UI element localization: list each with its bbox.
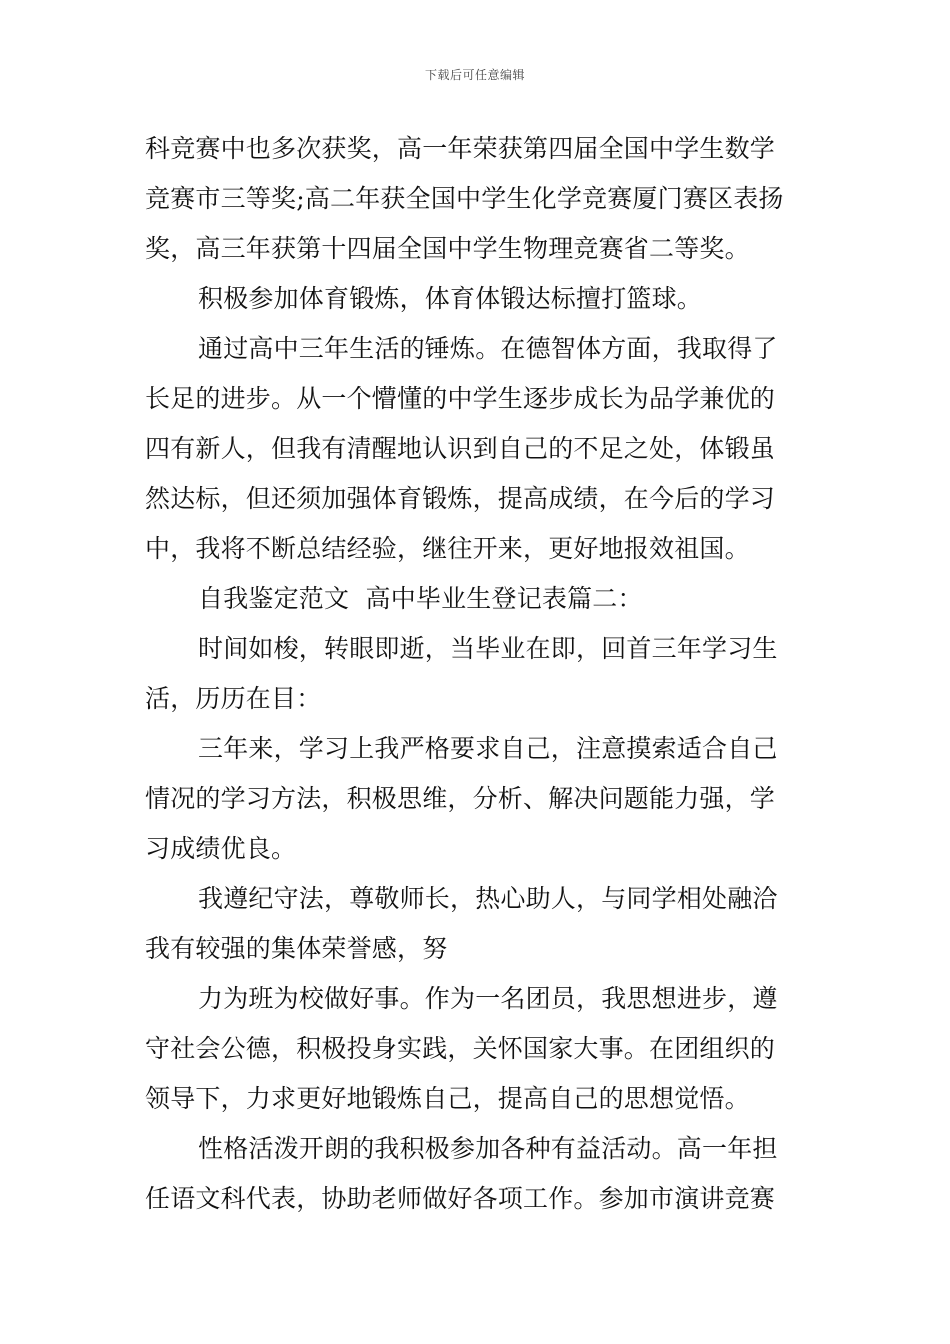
- text-line: 科竞赛中也多次获奖，高一年荣获第四届全国中学生数学: [145, 134, 776, 163]
- text-line: 领导下，力求更好地锻炼自己，提高自己的思想觉悟。: [145, 1084, 750, 1113]
- text-line: 然达标，但还须加强体育锻炼，提高成绩，在今后的学习: [145, 484, 776, 513]
- text-line: 我有较强的集体荣誉感，努: [145, 934, 448, 963]
- text-line: 中，我将不断总结经验，继往开来，更好地报效祖国。: [145, 534, 750, 563]
- text-line: 习成绩优良。: [145, 834, 297, 863]
- text-line: 我遵纪守法，尊敬师长，热心助人，与同学相处融洽: [198, 884, 778, 913]
- text-line: 通过高中三年生活的锤炼。在德智体方面，我取得了: [198, 334, 778, 363]
- text-line: 时间如梭，转眼即逝，当毕业在即，回首三年学习生: [198, 634, 778, 663]
- text-line: 长足的进步。从一个懵懂的中学生逐步成长为品学兼优的: [145, 384, 776, 413]
- text-line: 活，历历在目：: [145, 684, 322, 713]
- document-body: [145, 124, 810, 1224]
- text-line: 性格活泼开朗的我积极参加各种有益活动。高一年担: [198, 1134, 778, 1163]
- text-line: 积极参加体育锻炼，体育体锻达标擅打篮球。: [198, 284, 703, 313]
- text-line: 守社会公德，积极投身实践，关怀国家大事。在团组织的: [145, 1034, 776, 1063]
- text-line: 四有新人，但我有清醒地认识到自己的不足之处，体锻虽: [145, 434, 776, 463]
- text-line: 任语文科代表，协助老师做好各项工作。参加市演讲竞赛: [145, 1184, 776, 1213]
- section-heading: 自我鉴定范文 高中毕业生登记表篇二：: [198, 584, 643, 613]
- text-line: 奖，高三年获第十四届全国中学生物理竞赛省二等奖。: [145, 234, 750, 263]
- text-line: 力为班为校做好事。作为一名团员，我思想进步，遵: [198, 984, 778, 1013]
- text-line: 三年来，学习上我严格要求自己，注意摸索适合自己: [198, 734, 778, 763]
- text-line: 情况的学习方法，积极思维，分析、解决问题能力强，学: [145, 784, 776, 813]
- page-header: 下载后可任意编辑: [424, 68, 525, 82]
- text-line: 竞赛市三等奖;高二年获全国中学生化学竞赛厦门赛区表扬: [145, 184, 784, 213]
